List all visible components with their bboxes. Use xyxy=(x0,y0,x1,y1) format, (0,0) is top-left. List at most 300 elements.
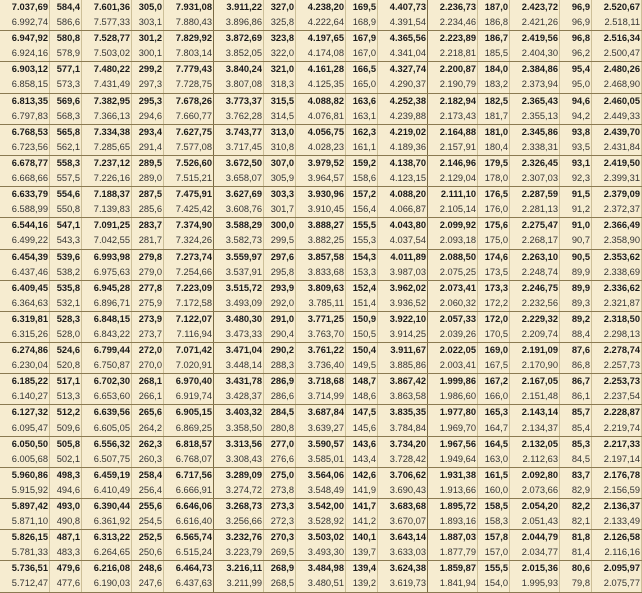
table-cell: 2.287,59 xyxy=(510,187,560,203)
table-row xyxy=(0,405,642,421)
table-cell: 286,6 xyxy=(264,389,296,405)
table-cell: 2.054,20 xyxy=(510,499,560,515)
table-cell: 288,3 xyxy=(264,358,296,374)
table-cell: 6.556,32 xyxy=(82,436,132,452)
table-cell: 498,3 xyxy=(50,467,82,483)
table-cell: 6.437,46 xyxy=(0,265,50,281)
table-cell: 7.020,91 xyxy=(164,358,214,374)
table-row xyxy=(0,249,642,265)
table-cell: 7.071,42 xyxy=(164,343,214,359)
table-cell: 152,4 xyxy=(346,280,378,296)
table-cell: 7.526,60 xyxy=(164,155,214,171)
table-cell: 256,4 xyxy=(132,483,164,499)
table-cell: 279,8 xyxy=(132,249,164,265)
table-cell: 2.355,13 xyxy=(510,109,560,125)
table-cell: 4.066,87 xyxy=(378,202,428,218)
table-cell: 276,6 xyxy=(264,452,296,468)
table-cell: 4.327,74 xyxy=(378,62,428,78)
table-cell: 4.088,20 xyxy=(378,187,428,203)
table-cell: 7.037,69 xyxy=(0,0,50,15)
table-cell: 535,8 xyxy=(50,280,82,296)
table-cell: 6.993,98 xyxy=(82,249,132,265)
table-cell: 2.321,87 xyxy=(592,296,642,312)
table-cell: 6.646,06 xyxy=(164,499,214,515)
table-cell: 1.977,80 xyxy=(428,405,478,421)
table-cell: 2.156,59 xyxy=(592,483,642,499)
table-cell: 286,9 xyxy=(264,374,296,390)
table-cell: 493,0 xyxy=(50,499,82,515)
table-cell: 3.910,45 xyxy=(296,202,346,218)
table-cell: 325,8 xyxy=(264,15,296,31)
table-cell: 3.256,66 xyxy=(214,514,264,530)
table-cell: 85,3 xyxy=(560,436,592,452)
table-cell: 3.627,69 xyxy=(214,187,264,203)
table-cell: 5.781,33 xyxy=(0,545,50,561)
table-cell: 4.125,35 xyxy=(296,77,346,93)
table-cell: 299,2 xyxy=(132,62,164,78)
table-cell: 2.234,46 xyxy=(428,15,478,31)
table-cell: 6.230,04 xyxy=(0,358,50,374)
table-cell: 7.091,25 xyxy=(82,218,132,234)
table-cell: 155,5 xyxy=(478,561,510,577)
table-cell: 4.011,89 xyxy=(378,249,428,265)
table-cell: 3.471,04 xyxy=(214,343,264,359)
table-cell: 6.970,40 xyxy=(164,374,214,390)
table-cell: 155,5 xyxy=(346,218,378,234)
table-cell: 3.484,98 xyxy=(296,561,346,577)
table-cell: 2.051,43 xyxy=(510,514,560,530)
table-cell: 161,1 xyxy=(346,140,378,156)
table-cell: 550,8 xyxy=(50,202,82,218)
table-cell: 313,0 xyxy=(264,124,296,140)
table-cell: 2.500,47 xyxy=(592,46,642,62)
table-cell: 2.384,86 xyxy=(510,62,560,78)
table-cell: 6.947,92 xyxy=(0,31,50,47)
table-cell: 2.092,80 xyxy=(510,467,560,483)
table-cell: 565,8 xyxy=(50,124,82,140)
table-cell: 89,2 xyxy=(560,311,592,327)
table-cell: 3.896,86 xyxy=(214,15,264,31)
table-cell: 6.390,44 xyxy=(82,499,132,515)
table-cell: 2.133,49 xyxy=(592,514,642,530)
table-cell: 3.888,27 xyxy=(296,218,346,234)
table-cell: 2.365,43 xyxy=(510,93,560,109)
table-cell: 2.298,13 xyxy=(592,327,642,343)
table-cell: 6.633,79 xyxy=(0,187,50,203)
table-cell: 2.176,78 xyxy=(592,467,642,483)
table-cell: 7.515,21 xyxy=(164,171,214,187)
table-cell: 6.750,87 xyxy=(82,358,132,374)
table-cell: 255,6 xyxy=(132,499,164,515)
table-cell: 2.039,26 xyxy=(428,327,478,343)
table-cell: 2.248,74 xyxy=(510,265,560,281)
table-cell: 153,3 xyxy=(346,265,378,281)
table-cell: 6.216,08 xyxy=(82,561,132,577)
table-cell: 159,2 xyxy=(346,155,378,171)
table-row xyxy=(0,576,642,592)
table-cell: 280,8 xyxy=(264,421,296,437)
table-row xyxy=(0,327,642,343)
table-cell: 509,6 xyxy=(50,421,82,437)
table-cell: 6.858,15 xyxy=(0,77,50,93)
table-cell: 2.307,03 xyxy=(510,171,560,187)
table-cell: 494,6 xyxy=(50,483,82,499)
table-cell: 3.872,69 xyxy=(214,31,264,47)
table-cell: 181,0 xyxy=(478,124,510,140)
table-cell: 2.132,05 xyxy=(510,436,560,452)
table-cell: 81,4 xyxy=(560,545,592,561)
table-cell: 2.318,50 xyxy=(592,311,642,327)
table-cell: 175,0 xyxy=(478,233,510,249)
table-cell: 300,1 xyxy=(132,46,164,62)
table-cell: 176,5 xyxy=(478,187,510,203)
table-cell: 300,0 xyxy=(264,218,296,234)
table-row xyxy=(0,46,642,62)
table-cell: 94,2 xyxy=(560,109,592,125)
table-cell: 6.903,12 xyxy=(0,62,50,78)
table-cell: 290,2 xyxy=(264,343,296,359)
table-cell: 292,0 xyxy=(264,296,296,312)
table-cell: 157,8 xyxy=(478,530,510,546)
table-cell: 186,8 xyxy=(478,15,510,31)
table-cell: 3.211,99 xyxy=(214,576,264,592)
table-cell: 7.116,94 xyxy=(164,327,214,343)
table-cell: 3.542,00 xyxy=(296,499,346,515)
table-cell: 3.403,32 xyxy=(214,405,264,421)
table-cell: 3.216,11 xyxy=(214,561,264,577)
table-cell: 2.075,77 xyxy=(592,576,642,592)
table-cell: 4.341,04 xyxy=(378,46,428,62)
table-cell: 3.987,03 xyxy=(378,265,428,281)
table-cell: 6.843,22 xyxy=(82,327,132,343)
table-cell: 7.042,55 xyxy=(82,233,132,249)
table-cell: 6.975,63 xyxy=(82,265,132,281)
table-cell: 167,5 xyxy=(478,358,510,374)
table-cell: 2.164,88 xyxy=(428,124,478,140)
table-cell: 295,8 xyxy=(264,265,296,281)
table-cell: 270,0 xyxy=(132,358,164,374)
table-cell: 5.736,51 xyxy=(0,561,50,577)
table-cell: 3.979,52 xyxy=(296,155,346,171)
table-cell: 7.431,49 xyxy=(82,77,132,93)
table-cell: 141,7 xyxy=(346,499,378,515)
table-cell: 483,3 xyxy=(50,545,82,561)
table-cell: 6.666,91 xyxy=(164,483,214,499)
table-cell: 289,0 xyxy=(132,171,164,187)
table-cell: 547,1 xyxy=(50,218,82,234)
table-cell: 6.616,40 xyxy=(164,514,214,530)
table-cell: 6.190,03 xyxy=(82,576,132,592)
table-cell: 6.095,47 xyxy=(0,421,50,437)
table-cell: 4.076,81 xyxy=(296,109,346,125)
table-cell: 584,4 xyxy=(50,0,82,15)
table-cell: 174,6 xyxy=(478,249,510,265)
table-cell: 2.099,92 xyxy=(428,218,478,234)
table-cell: 2.419,50 xyxy=(592,155,642,171)
table-cell: 3.582,73 xyxy=(214,233,264,249)
table-cell: 5.826,15 xyxy=(0,530,50,546)
table-cell: 1.995,93 xyxy=(510,576,560,592)
table-row xyxy=(0,202,642,218)
table-cell: 82,2 xyxy=(560,499,592,515)
table-cell: 3.274,72 xyxy=(214,483,264,499)
table-row xyxy=(0,265,642,281)
table-cell: 93,5 xyxy=(560,140,592,156)
table-cell: 3.480,30 xyxy=(214,311,264,327)
table-cell: 6.140,27 xyxy=(0,389,50,405)
table-row xyxy=(0,218,642,234)
table-cell: 2.218,81 xyxy=(428,46,478,62)
table-row xyxy=(0,15,642,31)
table-cell: 6.454,39 xyxy=(0,249,50,265)
table-cell: 7.237,12 xyxy=(82,155,132,171)
table-cell: 6.410,49 xyxy=(82,483,132,499)
table-cell: 3.771,25 xyxy=(296,311,346,327)
table-cell: 3.922,10 xyxy=(378,311,428,327)
table-cell: 3.809,63 xyxy=(296,280,346,296)
table-cell: 3.914,25 xyxy=(378,327,428,343)
table-cell: 285,6 xyxy=(132,202,164,218)
table-cell: 3.643,14 xyxy=(378,530,428,546)
table-cell: 2.253,73 xyxy=(592,374,642,390)
table-cell: 2.129,04 xyxy=(428,171,478,187)
table-cell: 1.931,38 xyxy=(428,467,478,483)
table-cell: 275,9 xyxy=(132,296,164,312)
table-cell: 158,5 xyxy=(478,499,510,515)
table-cell: 268,9 xyxy=(264,561,296,577)
table-cell: 3.289,09 xyxy=(214,467,264,483)
table-row xyxy=(0,561,642,577)
table-cell: 2.518,11 xyxy=(592,15,642,31)
table-cell: 6.797,83 xyxy=(0,109,50,125)
table-cell: 172,2 xyxy=(478,296,510,312)
table-cell: 166,0 xyxy=(478,389,510,405)
table-cell: 6.364,63 xyxy=(0,296,50,312)
table-cell: 4.365,56 xyxy=(378,31,428,47)
table-cell: 4.238,20 xyxy=(296,0,346,15)
table-row xyxy=(0,343,642,359)
table-row xyxy=(0,483,642,499)
table-cell: 94,6 xyxy=(560,93,592,109)
table-cell: 6.813,35 xyxy=(0,93,50,109)
table-cell: 7.577,33 xyxy=(82,15,132,31)
table-cell: 3.493,30 xyxy=(296,545,346,561)
table-cell: 2.366,49 xyxy=(592,218,642,234)
table-cell: 3.833,68 xyxy=(296,265,346,281)
table-cell: 183,2 xyxy=(478,77,510,93)
table-cell: 3.493,09 xyxy=(214,296,264,312)
table-cell: 6.319,81 xyxy=(0,311,50,327)
table-cell: 2.167,05 xyxy=(510,374,560,390)
table-cell: 2.057,33 xyxy=(428,311,478,327)
table-cell: 268,1 xyxy=(132,374,164,390)
table-cell: 4.290,37 xyxy=(378,77,428,93)
table-cell: 169,0 xyxy=(478,343,510,359)
table-cell: 176,0 xyxy=(478,202,510,218)
table-cell: 3.548,49 xyxy=(296,483,346,499)
table-cell: 252,5 xyxy=(132,530,164,546)
table-cell: 2.003,41 xyxy=(428,358,478,374)
table-cell: 3.761,22 xyxy=(296,343,346,359)
table-cell: 162,3 xyxy=(346,124,378,140)
table-cell: 568,3 xyxy=(50,109,82,125)
table-cell: 6.313,22 xyxy=(82,530,132,546)
table-cell: 303,3 xyxy=(264,187,296,203)
table-cell: 150,4 xyxy=(346,343,378,359)
table-cell: 166,5 xyxy=(346,62,378,78)
table-cell: 562,1 xyxy=(50,140,82,156)
table-cell: 1.967,56 xyxy=(428,436,478,452)
table-cell: 321,0 xyxy=(264,62,296,78)
table-cell: 85,4 xyxy=(560,421,592,437)
table-cell: 3.564,06 xyxy=(296,467,346,483)
table-cell: 96,8 xyxy=(560,31,592,47)
table-cell: 6.315,26 xyxy=(0,327,50,343)
table-cell: 4.138,70 xyxy=(378,155,428,171)
table-cell: 6.992,74 xyxy=(0,15,50,31)
table-cell: 2.044,79 xyxy=(510,530,560,546)
table-cell: 299,5 xyxy=(264,233,296,249)
table-cell: 2.439,70 xyxy=(592,124,642,140)
table-cell: 91,0 xyxy=(560,218,592,234)
table-row xyxy=(0,140,642,156)
table-cell: 149,5 xyxy=(346,358,378,374)
table-cell: 290,4 xyxy=(264,327,296,343)
table-cell: 7.678,26 xyxy=(164,93,214,109)
table-cell: 1.969,70 xyxy=(428,421,478,437)
table-cell: 179,5 xyxy=(478,155,510,171)
table-cell: 3.537,91 xyxy=(214,265,264,281)
table-cell: 297,6 xyxy=(264,249,296,265)
table-cell: 291,4 xyxy=(132,140,164,156)
table-cell: 3.619,73 xyxy=(378,576,428,592)
table-cell: 5.915,92 xyxy=(0,483,50,499)
table-cell: 3.428,37 xyxy=(214,389,264,405)
table-cell: 3.736,40 xyxy=(296,358,346,374)
table-cell: 254,5 xyxy=(132,514,164,530)
table-cell: 154,0 xyxy=(478,576,510,592)
table-cell: 3.885,86 xyxy=(378,358,428,374)
table-cell: 2.460,05 xyxy=(592,93,642,109)
table-row xyxy=(0,514,642,530)
table-cell: 293,4 xyxy=(132,124,164,140)
table-cell: 81,8 xyxy=(560,530,592,546)
table-cell: 2.022,05 xyxy=(428,343,478,359)
table-cell: 89,3 xyxy=(560,296,592,312)
table-cell: 163,1 xyxy=(346,109,378,125)
table-cell: 169,5 xyxy=(346,0,378,15)
table-cell: 2.034,77 xyxy=(510,545,560,561)
table-cell: 6.274,86 xyxy=(0,343,50,359)
table-cell: 172,0 xyxy=(478,311,510,327)
table-cell: 2.073,66 xyxy=(510,483,560,499)
table-row xyxy=(0,374,642,390)
table-cell: 164,5 xyxy=(478,436,510,452)
table-cell: 520,8 xyxy=(50,358,82,374)
table-cell: 2.423,72 xyxy=(510,0,560,15)
table-cell: 185,5 xyxy=(478,46,510,62)
table-cell: 2.126,58 xyxy=(592,530,642,546)
table-cell: 84,5 xyxy=(560,452,592,468)
table-cell: 6.896,71 xyxy=(82,296,132,312)
table-cell: 7.425,42 xyxy=(164,202,214,218)
table-cell: 4.197,65 xyxy=(296,31,346,47)
table-cell: 3.515,72 xyxy=(214,280,264,296)
table-cell: 7.366,13 xyxy=(82,109,132,125)
table-cell: 327,0 xyxy=(264,0,296,15)
table-cell: 3.936,52 xyxy=(378,296,428,312)
table-cell: 2.075,25 xyxy=(428,265,478,281)
table-cell: 92,3 xyxy=(560,171,592,187)
table-row xyxy=(0,296,642,312)
table-cell: 532,1 xyxy=(50,296,82,312)
table-cell: 3.633,03 xyxy=(378,545,428,561)
table-cell: 3.763,70 xyxy=(296,327,346,343)
table-cell: 7.139,83 xyxy=(82,202,132,218)
table-cell: 2.232,56 xyxy=(510,296,560,312)
table-cell: 310,8 xyxy=(264,140,296,156)
table-cell: 3.503,02 xyxy=(296,530,346,546)
table-cell: 6.464,73 xyxy=(164,561,214,577)
table-cell: 7.577,08 xyxy=(164,140,214,156)
table-cell: 265,6 xyxy=(132,405,164,421)
table-cell: 266,1 xyxy=(132,389,164,405)
table-cell: 4.239,88 xyxy=(378,109,428,125)
table-cell: 3.624,38 xyxy=(378,561,428,577)
table-cell: 187,0 xyxy=(478,0,510,15)
table-cell: 2.345,86 xyxy=(510,124,560,140)
table-cell: 307,0 xyxy=(264,155,296,171)
table-cell: 3.911,67 xyxy=(378,343,428,359)
table-cell: 150,5 xyxy=(346,327,378,343)
table-cell: 155,3 xyxy=(346,233,378,249)
table-cell: 2.353,62 xyxy=(592,249,642,265)
table-cell: 3.835,35 xyxy=(378,405,428,421)
table-cell: 2.173,43 xyxy=(428,109,478,125)
table-cell: 2.358,90 xyxy=(592,233,642,249)
table-cell: 3.588,29 xyxy=(214,218,264,234)
table-row xyxy=(0,155,642,171)
table-cell: 7.285,65 xyxy=(82,140,132,156)
table-cell: 96,9 xyxy=(560,15,592,31)
table-cell: 86,1 xyxy=(560,389,592,405)
table-cell: 7.223,09 xyxy=(164,280,214,296)
table-cell: 157,2 xyxy=(346,187,378,203)
table-cell: 5.712,47 xyxy=(0,576,50,592)
table-cell: 3.762,28 xyxy=(214,109,264,125)
table-cell: 3.687,84 xyxy=(296,405,346,421)
table-cell: 2.217,33 xyxy=(592,436,642,452)
table-cell: 148,7 xyxy=(346,374,378,390)
table-cell: 7.627,75 xyxy=(164,124,214,140)
table-cell: 6.050,50 xyxy=(0,436,50,452)
table-cell: 7.324,26 xyxy=(164,233,214,249)
table-cell: 91,5 xyxy=(560,187,592,203)
table-cell: 6.818,57 xyxy=(164,436,214,452)
table-cell: 3.448,14 xyxy=(214,358,264,374)
table-row xyxy=(0,358,642,374)
table-cell: 305,9 xyxy=(264,171,296,187)
table-cell: 1.887,03 xyxy=(428,530,478,546)
table-cell: 4.037,54 xyxy=(378,233,428,249)
table-cell: 273,7 xyxy=(132,327,164,343)
table-cell: 513,3 xyxy=(50,389,82,405)
table-cell: 2.379,09 xyxy=(592,187,642,203)
table-cell: 2.520,67 xyxy=(592,0,642,15)
table-cell: 7.188,37 xyxy=(82,187,132,203)
table-cell: 6.717,56 xyxy=(164,467,214,483)
table-cell: 273,9 xyxy=(132,311,164,327)
